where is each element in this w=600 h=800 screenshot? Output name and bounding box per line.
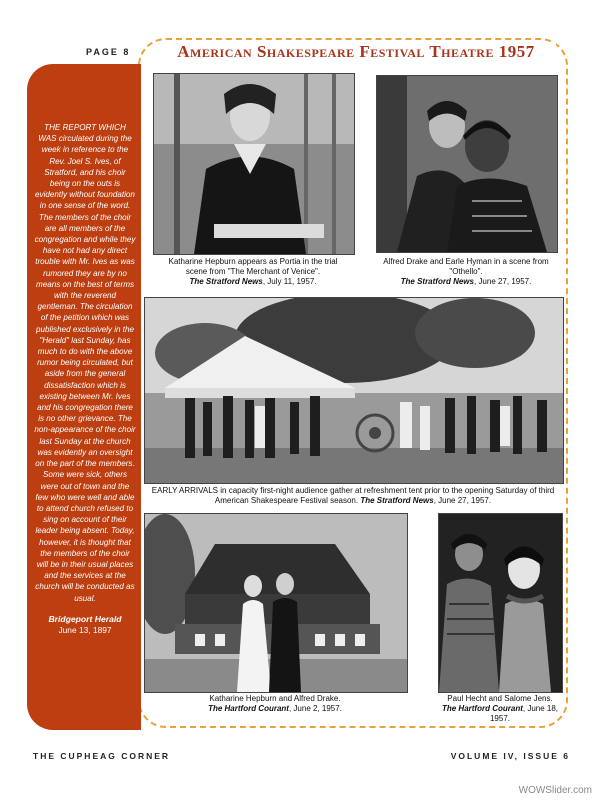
caption-drake-hyman — [372, 257, 560, 287]
photo-hecht-jens — [438, 513, 563, 693]
photo-hepburn-drake — [144, 513, 408, 693]
caption-date: , June 2, 1957. — [288, 704, 342, 713]
caption-text: EARLY ARRIVALS in capacity first-night audience gather at refreshment tent prior to the opening Saturday of third American Shakespeare Festival season. — [151, 486, 555, 505]
sidebar-article-text: THE REPORT WHICH WAS circulated during the week in reference to the Rev. Joel S. Ives, of Stratford, and his choir being on the outs is evidently without foundation in one sense of the word. The members of the choir are all members of the congregation and while they have not had any direct trouble with Mr. Ives as was rumored they are by no means on the best of terms with the reverend gentleman. The circulation of the petition which was published exclusively in the "Herald" last Sunday, has much to do with the above rumor being circulated, but aside from the general dissatisfaction which is existing between Mr. Ives and his congregation there is no other grievance. The non-appearance of the choir last Sunday at the church was evidently an oversight on the part of the members. Some were sick, others were out of town and the few who were well and able to attend church refused to sing on account of their leader being absent. Today, however, it is thought that the members of the choir will be in their usual places and the services at the church will be conducted as usual. — [34, 123, 136, 603]
footer-newsletter-name: THE CUPHEAG CORNER — [33, 751, 171, 761]
caption-date: , June 27, 1957. — [433, 496, 492, 505]
photo-hepburn-portia — [153, 73, 355, 255]
sidebar-source: Bridgeport Herald — [48, 613, 122, 624]
photo-drake-hyman — [376, 75, 558, 253]
page-number: PAGE 8 — [86, 47, 131, 57]
caption-publication: The Stratford News — [360, 496, 434, 505]
footer-volume-issue: VOLUME IV, ISSUE 6 — [450, 751, 570, 761]
caption-hecht-jens — [440, 694, 560, 724]
photo-hepburn-portia-image — [154, 74, 354, 254]
masthead-title: American Shakespeare Festival Theatre 1957 — [156, 42, 556, 62]
caption-date: , June 18, 1957. — [489, 704, 559, 723]
caption-text: Katharine Hepburn and Alfred Drake. — [209, 694, 341, 703]
caption-date: , July 11, 1957. — [262, 277, 317, 286]
watermark: WOWSlider.com — [518, 785, 592, 796]
caption-hepburn-drake — [160, 694, 390, 714]
caption-publication: The Stratford News — [189, 277, 263, 286]
caption-publication: The Hartford Courant — [441, 704, 523, 713]
caption-publication: The Hartford Courant — [208, 704, 289, 713]
photo-early-arrivals — [144, 297, 564, 484]
caption-text: Paul Hecht and Salome Jens. — [447, 694, 553, 703]
caption-date: , June 27, 1957. — [473, 277, 532, 286]
sidebar-article — [34, 122, 136, 636]
caption-text: Alfred Drake and Earle Hyman in a scene from "Othello". — [383, 257, 549, 276]
caption-publication: The Stratford News — [400, 277, 474, 286]
photo-hepburn-drake-image — [145, 514, 407, 692]
photo-drake-hyman-image — [377, 76, 557, 252]
photo-early-arrivals-image — [145, 298, 563, 483]
caption-early-arrivals — [146, 486, 560, 506]
sidebar-date: June 13, 1897 — [58, 624, 112, 635]
photo-hecht-jens-image — [439, 514, 562, 692]
caption-hepburn-portia — [158, 257, 348, 287]
caption-text: Katharine Hepburn appears as Portia in the trial scene from "The Merchant of Venice". — [168, 257, 338, 276]
